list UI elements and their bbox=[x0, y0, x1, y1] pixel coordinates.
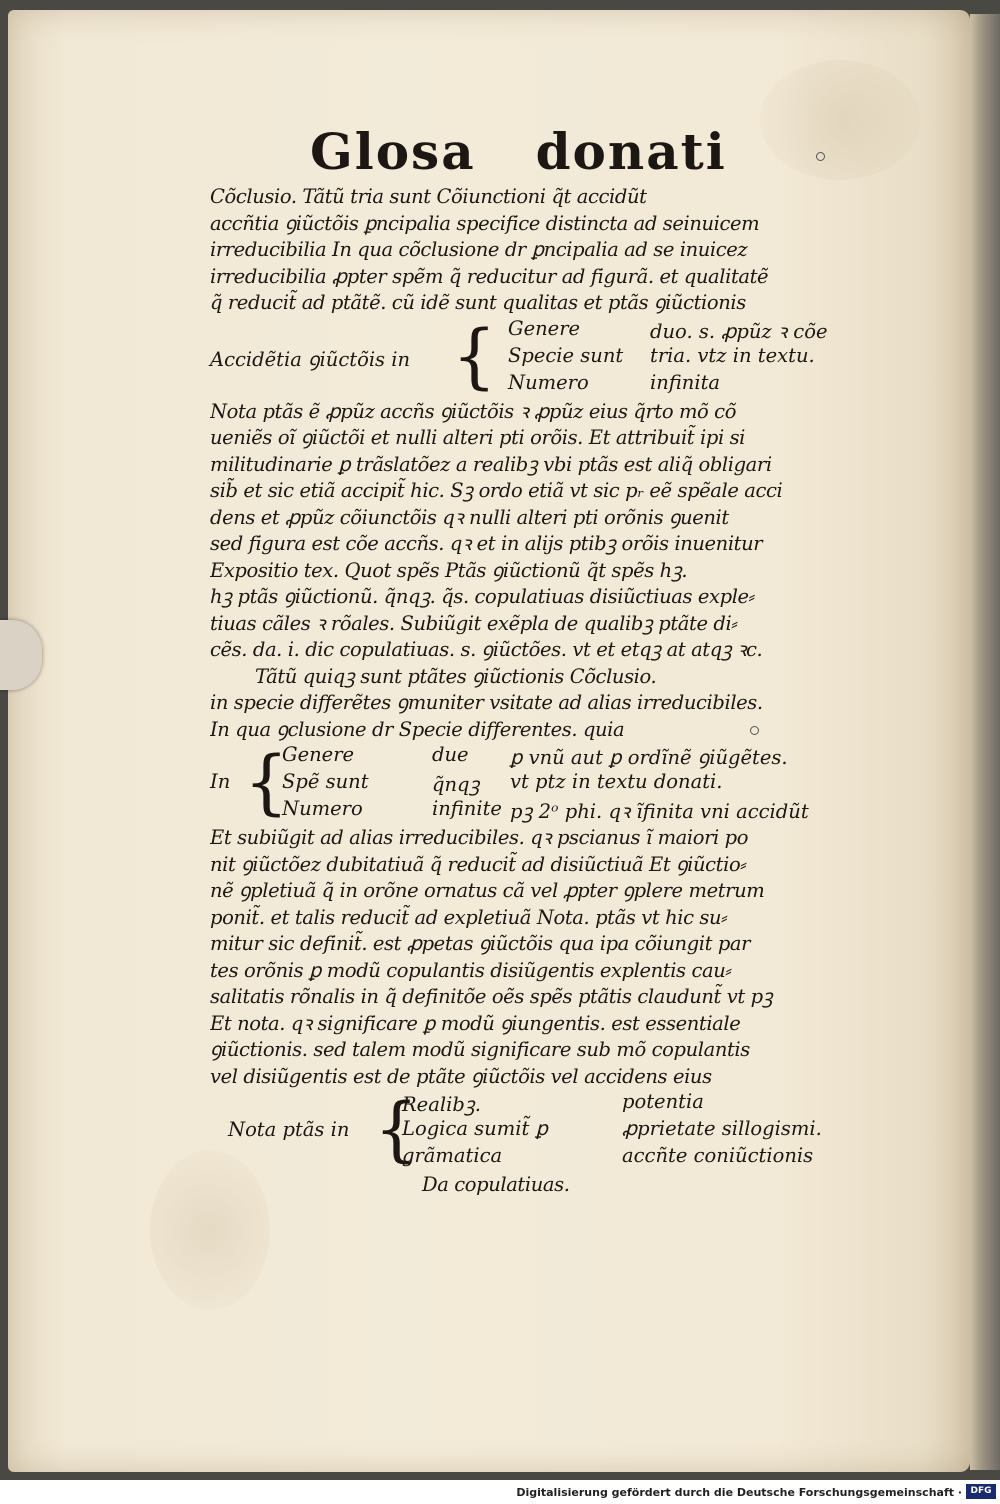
footer-credit: Digitalisierung gefördert durch die Deutsche Forschungsgemeinschaft · bbox=[516, 1486, 962, 1499]
text-line: militudinarie ꝑ trãslatõez a realibꝫ vbi ptãs est aliq̃ obligari bbox=[210, 452, 772, 476]
brace-label: Accidẽtia ꝯiũctõis in bbox=[210, 347, 411, 371]
title-word-2: donati bbox=[535, 122, 727, 181]
brace-item: Genere bbox=[282, 743, 355, 766]
text-line: sib̃ et sic etiã accipit̃ hic. Sꝫ ordo etiã vt sic pᵣ eẽ spẽale acci bbox=[210, 479, 783, 502]
brace-item: infinite bbox=[432, 797, 502, 820]
text-line: In qua ꝯclusione dr Specie differentes. quia bbox=[210, 717, 625, 741]
text-line: irreducibilia In qua cõclusione dr ꝑncipalia ad se inuicez bbox=[210, 238, 748, 261]
text-line: irreducibilia ꝓpter spẽm q̃ reducitur ad figurã. et qualitatẽ bbox=[210, 264, 769, 288]
brace-item: Realibꝫ. bbox=[402, 1093, 481, 1116]
title-word-1: Glosa bbox=[310, 122, 476, 181]
brace-diagram-2 bbox=[210, 743, 850, 825]
brace-symbol: { bbox=[452, 314, 497, 397]
brace-item: duo. s. ꝓpũz ꝛ cõe bbox=[650, 319, 828, 343]
text-line: nit ꝯiũctõez dubitatiuã q̃ reducit̃ ad disiũctiuã Et ꝯiũctio⸗ bbox=[210, 852, 747, 876]
brace-symbol: { bbox=[244, 741, 289, 823]
text-line: dens et ꝓpũz cõiunctõis qꝛ nulli alteri pti orõnis ꝯuenit bbox=[210, 505, 729, 529]
brace-diagram-3 bbox=[210, 1090, 850, 1172]
brace-item: grãmatica bbox=[402, 1144, 503, 1167]
brace-diagram-1 bbox=[210, 314, 850, 399]
paragraph-2 bbox=[210, 399, 850, 744]
text-line: Et subiũgit ad alias irreducibiles. qꝛ pscianus ĩ maiori po bbox=[210, 826, 749, 849]
text-line: accñtia ꝯiũctõis ꝑncipalia specifice distincta ad seinuicem bbox=[210, 211, 760, 235]
brace-item: Genere bbox=[508, 316, 581, 340]
text-line: sed figura est cõe accñs. qꝛ et in alijs ptibꝫ orõis inuenitur bbox=[210, 532, 763, 555]
catchword: Da copulatiuas. bbox=[422, 1173, 570, 1196]
text-line: cẽs. da. i. dic copulatiuas. s. ꝯiũctões. vt et etqꝫ at atqꝫ ꝛc. bbox=[210, 638, 763, 661]
page-title bbox=[310, 120, 850, 184]
text-line: ꝯiũctionis. sed talem modũ significare sub mõ copulantis bbox=[210, 1038, 750, 1061]
text-line: Et nota. qꝛ significare ꝑ modũ ꝯiungentis. est essentiale bbox=[210, 1011, 741, 1035]
text-line: Nota ptãs ẽ ꝓpũz accñs ꝯiũctõis ꝛ ꝓpũz eius q̃rto mõ cõ bbox=[210, 399, 737, 423]
text-line: in specie differẽtes ꝯmuniter vsitate ad alias irreducibiles. bbox=[210, 691, 763, 714]
footer-bar bbox=[0, 1480, 1000, 1504]
text-line: ueniẽs oĩ ꝯiũctõi et nulli alteri pti orõis. Et attribuit̃ ipi si bbox=[210, 426, 746, 449]
brace-item: Numero bbox=[282, 797, 363, 820]
paragraph-3 bbox=[210, 825, 850, 1090]
brace-item: potentia bbox=[622, 1090, 704, 1113]
text-line: vel disiũgentis est de ptãte ꝯiũctõis vel accidens eius bbox=[210, 1064, 712, 1088]
text-line: nẽ ꝯpletiuã q̃ in orõne ornatus cã vel ꝓpter ꝯplere metrum bbox=[210, 879, 765, 902]
text-line: Expositio tex. Quot spẽs Ptãs ꝯiũctionũ q̃t spẽs hꝫ. bbox=[210, 558, 688, 582]
brace-item: tria. vtz in textu. bbox=[650, 343, 815, 367]
brace-item: accñte coniũctionis bbox=[622, 1144, 814, 1167]
brace-label: Nota ptãs in bbox=[228, 1118, 350, 1141]
brace-item: due bbox=[432, 743, 469, 766]
text-line: q̃ reducit̃ ad ptãtẽ. cũ idẽ sunt qualitas et ptãs ꝯiũctionis bbox=[210, 291, 746, 314]
paragraph-1 bbox=[210, 184, 850, 317]
brace-item: Numero bbox=[508, 370, 589, 394]
book-edge bbox=[970, 14, 1000, 1470]
brace-item: vt ptz in textu donati. bbox=[510, 770, 723, 793]
brace-symbol: { bbox=[374, 1088, 419, 1170]
text-line: hꝫ ptãs ꝯiũctionũ. q̃nqꝫ. q̃s. copulatiuas disiũctiuas exple⸗ bbox=[210, 585, 755, 608]
text-line: tiuas cãles ꝛ rõales. Subiũgit exẽpla de qualibꝫ ptãte di⸗ bbox=[210, 611, 738, 635]
dfg-logo: DFG bbox=[966, 1484, 996, 1499]
brace-item: ꝑ vnũ aut ꝑ ordĩnẽ ꝯiũgẽtes. bbox=[510, 746, 788, 769]
brace-item: infinita bbox=[650, 370, 721, 394]
brace-label: In bbox=[210, 770, 231, 793]
brace-item: q̃nqꝫ bbox=[432, 773, 480, 796]
brace-item: pꝫ 2ᵒ phi. qꝛ ĩfinita vni accidũt bbox=[510, 800, 809, 823]
brace-item: Specie sunt bbox=[508, 343, 624, 367]
text-line: Tãtũ quiqꝫ sunt ptãtes ꝯiũctionis Cõclusio. bbox=[255, 664, 657, 688]
text-line: Cõclusio. Tãtũ tria sunt Cõiunctioni q̃t accidũt bbox=[210, 185, 647, 208]
text-line: salitatis rõnalis in q̃ definitõe oẽs spẽs ptãtis claudunt̃ vt pꝫ bbox=[210, 985, 773, 1008]
text-block bbox=[210, 120, 850, 1199]
text-line: mitur sic definit̃. est ꝓpetas ꝯiũctõis qua ipa cõiungit par bbox=[210, 932, 751, 955]
text-line: tes orõnis ꝑ modũ copulantis disiũgentis explentis cau⸗ bbox=[210, 958, 732, 982]
text-line: ponit̃. et talis reducit̃ ad expletiuã Nota. ptãs vt hic su⸗ bbox=[210, 905, 728, 929]
brace-item: Logica sumit̃ ꝑ bbox=[402, 1117, 548, 1140]
brace-item: Spẽ sunt bbox=[282, 770, 369, 793]
brace-item: ꝓprietate sillogismi. bbox=[622, 1117, 822, 1140]
